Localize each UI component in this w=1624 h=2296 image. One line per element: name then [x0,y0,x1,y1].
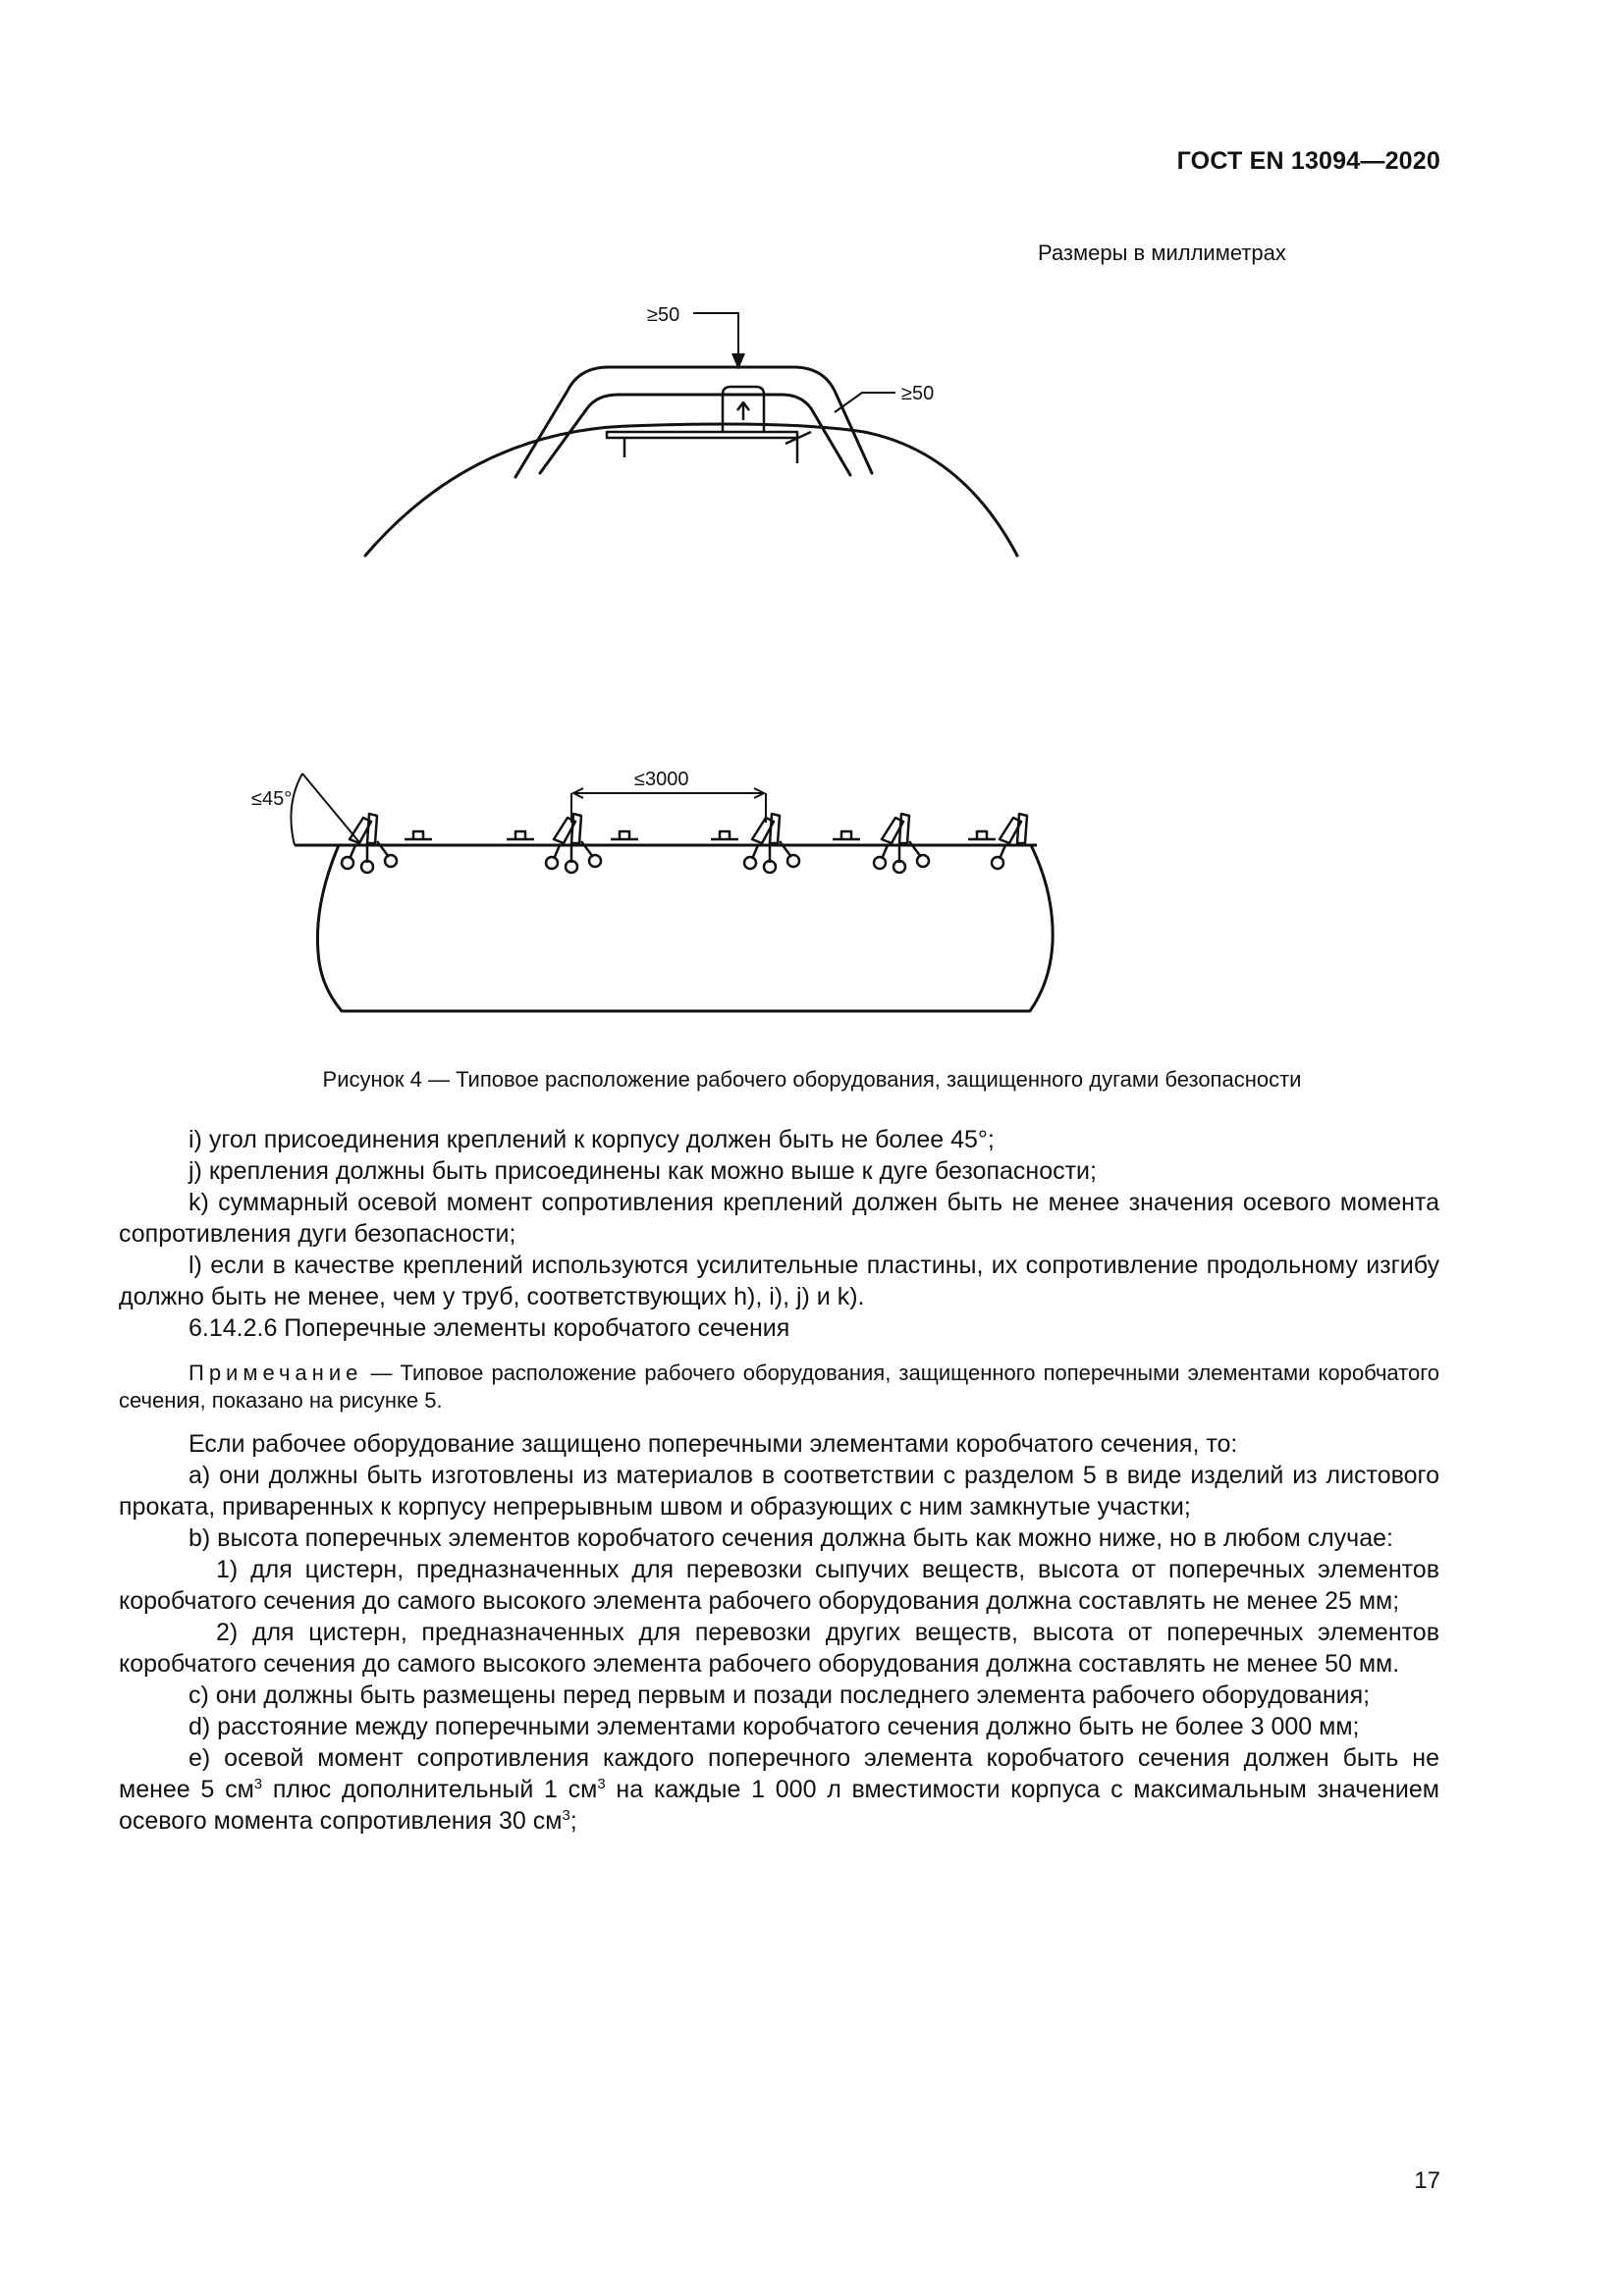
superscript-2: 3 [597,1776,606,1792]
dim-arrow-top [732,353,744,367]
equipment-6 [968,831,996,839]
paragraph-i: i) угол присоединения креплений к корпусу должен быть не более 45°; [189,1126,995,1153]
paragraph-e-part4: ; [569,1807,577,1835]
manhole-plate [607,432,797,438]
paragraph-j: j) крепления должны быть присоединены как можно выше к дуге безопасности; [189,1157,1097,1185]
paragraph-e-part2: плюс дополнительный 1 см [262,1776,598,1803]
paragraph-b1: 1) для цистерн, предназначенных для перевозки сыпучих веществ, высота от поперечных элементов коробчатого сечения до самого высокого элемента рабочего оборудования должна составлять не менее 25 мм; [119,1556,1439,1615]
paragraph-d: d) расстояние между поперечными элементами коробчатого сечения должно быть не более 3 000 мм; [189,1713,1360,1740]
arch-3 [744,814,799,873]
tank-body [317,845,1053,1011]
paragraph-e-part3: на каждые 1 000 л вместимости корпуса с максимальным значением осевого момента сопротивления 30 см [119,1776,1439,1835]
figure-tank-side [0,746,1624,1041]
figure-caption: Рисунок 4 — Типовое расположение рабочего оборудования, защищенного дугами безопасности [322,1067,1302,1092]
figure-guard-arch [0,0,1624,609]
section-heading: 6.14.2.6 Поперечные элементы коробчатого сечения [189,1314,790,1342]
angle-line [302,774,359,842]
body-text [119,1124,1439,1837]
arch-2 [546,814,601,873]
paragraph-a: a) они должны быть изготовлены из материалов в соответствии с разделом 5 в виде изделий из листового проката, приваренных к корпусу непрерывным швом и образующих с ним замкнутые участки; [119,1462,1439,1521]
arch-5 [992,814,1027,869]
paragraph-e-part1: e) осевой момент сопротивления каждого поперечного элемента коробчатого сечения должен быть не менее 5 см [119,1744,1439,1803]
angle-arc [291,774,302,845]
paragraph-e [119,1742,1439,1837]
superscript-1: 3 [253,1776,263,1792]
equipment-3 [611,831,638,839]
angle-label: ≤45° [251,788,293,810]
note [119,1360,1439,1415]
dim-label-side: ≥50 [901,383,935,404]
spacing-label: ≤3000 [634,769,689,790]
paragraph-b2: 2) для цистерн, предназначенных для перевозки других веществ, высота от поперечных элементов коробчатого сечения до самого высокого элемента рабочего оборудования должна составлять не менее 50 мм. [119,1619,1439,1678]
paragraph-l: l) если в качестве креплений используются усилительные пластины, их сопротивление продольному изгибу должно быть не менее, чем у труб, соответствующих h), i), j) и k). [119,1252,1439,1310]
dim-label-top: ≥50 [647,304,680,326]
paragraph-b: b) высота поперечных элементов коробчатого сечения должна быть как можно ниже, но в любом случае: [189,1524,1393,1552]
arch-4 [874,814,929,873]
equipment-5 [833,831,860,839]
paragraph-intro: Если рабочее оборудование защищено поперечными элементами коробчатого сечения, то: [189,1430,1238,1458]
dim-leader-top [693,313,738,365]
paragraph-c: c) они должны быть размещены перед первым и позади последнего элемента рабочего оборудования; [189,1682,1371,1709]
equipment-2 [507,831,534,839]
dimensions-note: Размеры в миллиметрах [1038,240,1286,265]
arch-1 [342,814,397,873]
superscript-3: 3 [562,1807,570,1824]
paragraph-k: k) суммарный осевой момент сопротивления креплений должен быть не менее значения осевого момента сопротивления дуги безопасности; [119,1189,1439,1248]
note-text: — Типовое расположение рабочего оборудования, защищенного поперечными элементами коробчатого сечения, показано на рисунке 5. [119,1361,1439,1413]
equipment-1 [405,831,432,839]
document-header: ГОСТ EN 13094—2020 [1176,147,1440,175]
equipment-4 [711,831,738,839]
note-label: Примечание [189,1361,363,1385]
page-number: 17 [1414,2167,1440,2194]
tank-shell-arc [365,424,1017,556]
